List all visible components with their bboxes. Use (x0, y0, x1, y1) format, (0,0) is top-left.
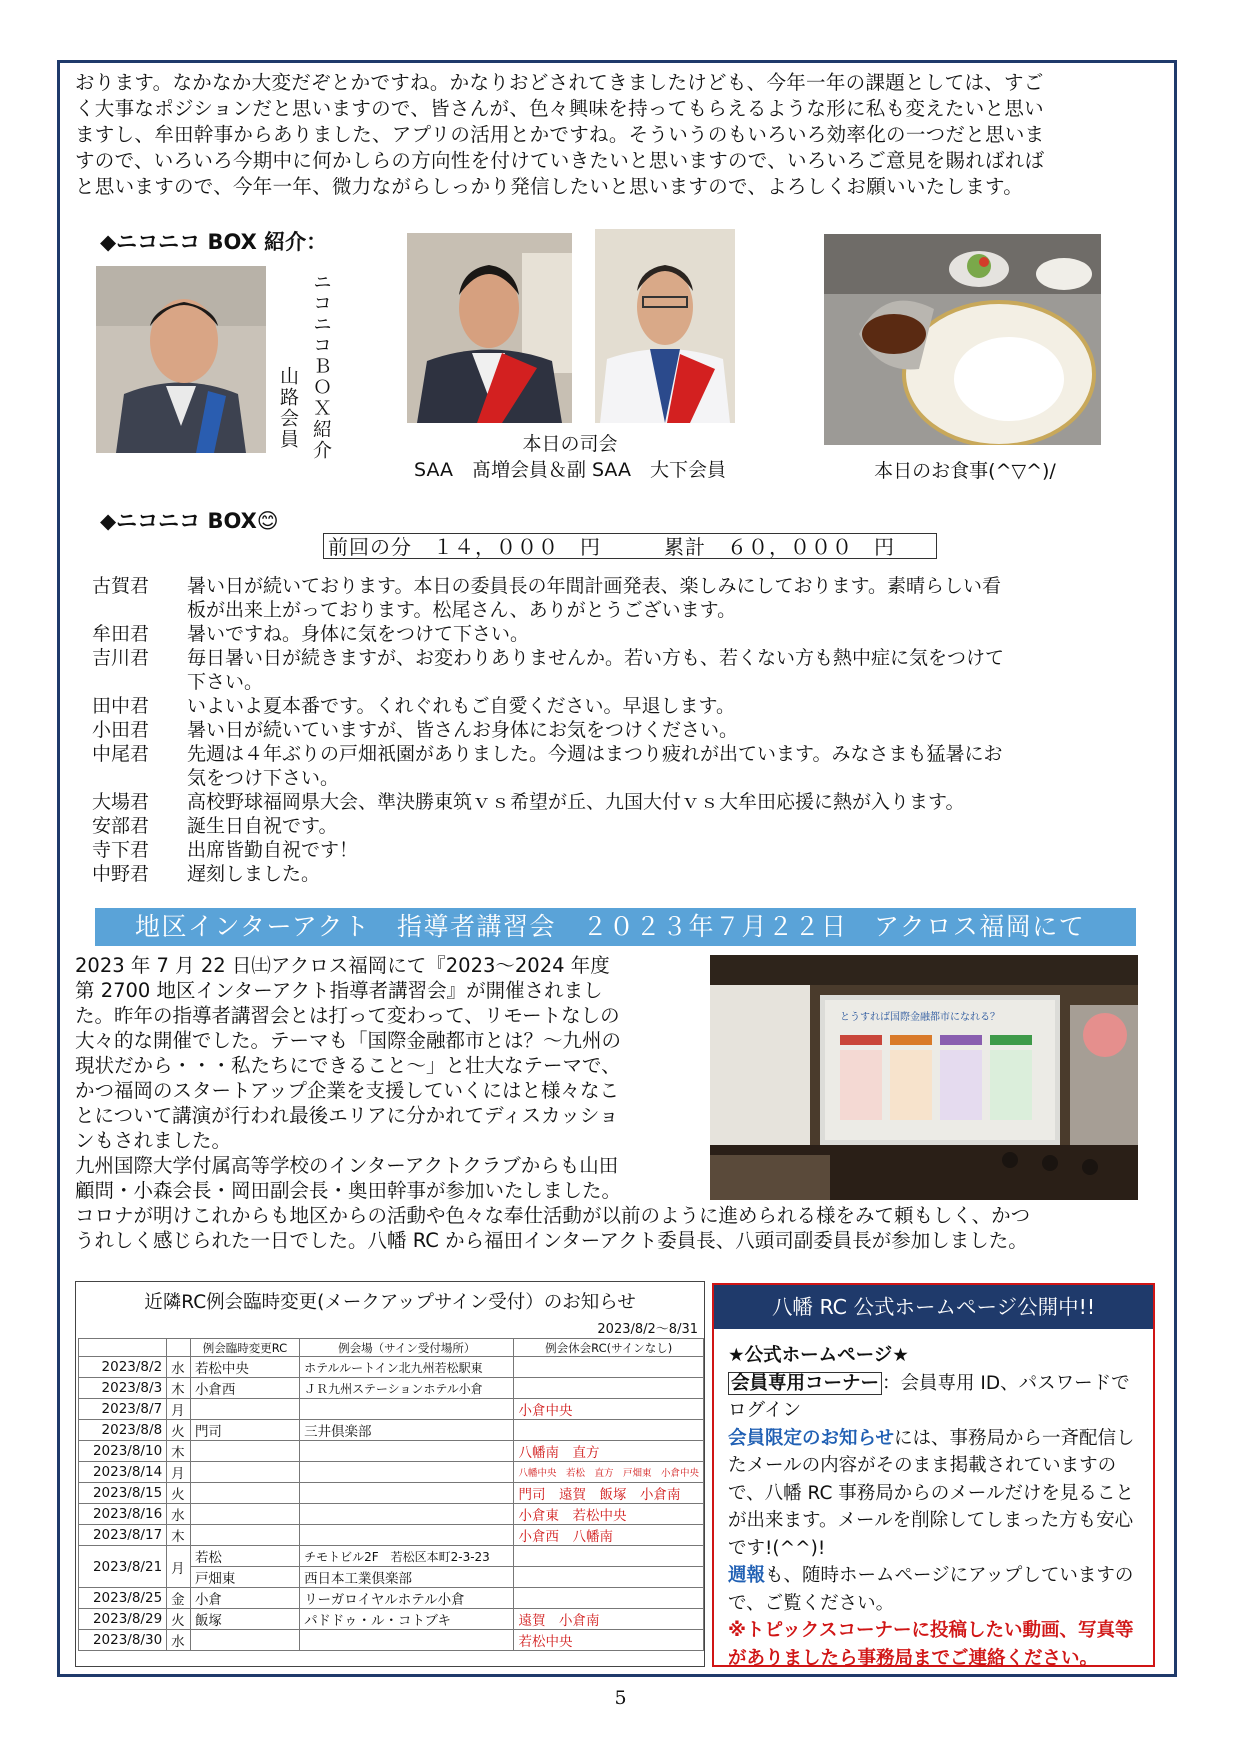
niko-intro-heading: ◆ニコニコ BOX 紹介： (100, 230, 328, 254)
weekly-report-link[interactable]: 週報 (728, 1565, 766, 1586)
table-row: 2023/8/14 月 八幡中央 若松 直方 戸畑東 小倉中央 (79, 1462, 704, 1483)
table-row: 2023/8/10 木 八幡南 直方 (79, 1441, 704, 1462)
interact-paragraph: 2023 年 7 月 22 日㈯アクロス福岡にて『2023～2024 年度 第 2700 地区インターアクト指導者講習会』が開催されまし た。昨年の指導者講習会とは打って変わって、リモートなしの 大々的な開催でした。テーマも「国際金融都市とは？～九州の 現状だから・・・私たちにできること～」と壮大なテーマで、 かつ福岡のスタートアップ企業を支援していくにはと様々なこ とについて講演が行われ最後エリアに分かれてディスカッショ ンもされました。 九州国際大学付属高等学校のインターアクトクラブからも山田 顧問・小森会長・岡田副会長・奥田幹事が参加いたしました。 (75, 954, 622, 1202)
list-item: 大場君 高校野球福岡県大会、準決勝東筑ｖｓ希望が丘、九国大付ｖｓ大牟田応援に熱が入ります。 (92, 791, 965, 813)
niko-box-heading: ◆ニコニコ BOX😊 (100, 509, 279, 533)
table-row: 2023/8/3 木 小倉西 ＪＲ九州ステーションホテル小倉 (79, 1378, 704, 1399)
topics-notice: ※トピックスコーナーに投稿したい動画、写真等 (728, 1620, 1134, 1641)
column-header: 例会場（サイン受付場所） (300, 1339, 514, 1357)
interact-banner: 地区インターアクト 指導者講習会 ２０２３年７月２２日 アクロス福岡にて (95, 908, 1136, 946)
niko-box-vertical-label: ニコニコＢＯＸ紹介 (310, 272, 332, 461)
intro-line: おります。なかなか大変だぞとかですね。かなりおどされてきましたけども、今年一年の課題としては、すご (75, 71, 1044, 94)
schedule-change-title: 近隣RC例会臨時変更(メークアップサイン受付）のお知らせ (144, 1292, 636, 1313)
list-item: 牟田君 暑いですね。身体に気をつけて下さい。 (92, 623, 530, 645)
mc-photo-oshita (595, 229, 735, 423)
seminar-photo (710, 955, 1138, 1200)
table-row: 2023/8/7 月 小倉中央 (79, 1399, 704, 1420)
list-item: 田中君 いよいよ夏本番です。くれぐれもご自愛ください。早退します。 (92, 695, 735, 717)
mc-caption-line1: 本日の司会 (522, 433, 618, 455)
list-item: 小田君 暑い日が続いていますが、皆さんお身体にお気をつけください。 (92, 719, 739, 741)
table-row: 2023/8/16 水 小倉東 若松中央 (79, 1504, 704, 1525)
intro-line: く大事なポジションだと思いますので、皆さんが、色々興味を持ってもらえるような形に私も変えたいと思い (75, 97, 1044, 120)
table-row: 2023/8/21 月 若松 チモトビル2F 若松区本町2-3-23 (79, 1546, 704, 1567)
list-item: 中尾君 先週は４年ぶりの戸畑祇園がありました。今週はまつり疲れが出ています。みなさまも猛暑にお 気をつけ下さい。 (92, 743, 1003, 789)
schedule-change-table (78, 1338, 704, 1651)
screen-title: とうすれば国際金融都市になれる？ (840, 1012, 1000, 1023)
mc-caption (400, 431, 740, 483)
niko-box-totals: 前回の分 １４，０００ 円 累計 ６０，０００ 円 (323, 533, 937, 559)
table-row: 2023/8/8 火 門司 三井倶楽部 (79, 1420, 704, 1441)
homepage-subtitle: ★公式ホームページ★ (728, 1345, 909, 1366)
column-header: 例会臨時変更RC (190, 1339, 299, 1357)
list-item: 吉川君 毎日暑い日が続きますが、お変わりありませんか。若い方も、若くない方も熱中症に気をつけて 下さい。 (92, 647, 1005, 693)
meal-photo (824, 234, 1101, 445)
mc-caption-line2: SAA 髙増会員＆副 SAA 大下会員 (414, 459, 726, 481)
niko-box-list (92, 574, 1152, 886)
homepage-notice (712, 1283, 1155, 1667)
table-row: 戸畑東 西日本工業倶楽部 (79, 1567, 704, 1588)
intro-line: すので、いろいろ今期中に何かしらの方向性を付けていきたいと思いますので、いろいろご意見を賜ればれば (75, 149, 1045, 172)
homepage-body: ★公式ホームページ★ 会員専用コーナー ：会員専用 ID、パスワードで ログイン 会員限定のお知らせには、事務局から一斉配信し たメールの内容がそのまま掲載されていますの で、八幡 RC 事務局からのメールだけを見ること が出来ます。メールを削除してしまった方も安心 です!(^^)! 週報も、随時ホームページにアップしていますの で、ご覧ください。 ※トピックスコーナーに投稿したい動画、写真等 がありましたら事務局までご連絡ください。 (728, 1342, 1146, 1672)
table-row: 2023/8/15 火 門司 遠賀 飯塚 小倉南 (79, 1483, 704, 1504)
yamaji-vertical-label: 山路会員 (277, 366, 299, 450)
table-header-row (79, 1339, 704, 1357)
table-row: 2023/8/2 水 若松中央 ホテルルートイン北九州若松駅東 (79, 1357, 704, 1378)
members-corner-link[interactable]: 会員専用コーナー (728, 1372, 882, 1395)
table-row: 2023/8/25 金 小倉 リーガロイヤルホテル小倉 (79, 1588, 704, 1609)
mc-photo-takamasu (407, 233, 572, 423)
speaker-photo (96, 266, 266, 453)
column-header: 例会休会RC(サインなし) (514, 1339, 704, 1357)
intro-line: と思いますので、今年一年、微力ながらしっかり発信したいと思いますので、よろしくお願いいたします。 (75, 175, 1024, 198)
schedule-change-range: 2023/8/2～8/31 (597, 1322, 698, 1337)
list-item: 中野君 遅刻しました。 (92, 863, 321, 885)
meal-caption: 本日のお食事(^▽^)/ (874, 460, 1056, 482)
table-row: 2023/8/30 水 若松中央 (79, 1630, 704, 1651)
interact-paragraph-full: コロナが明けこれからも地区からの活動や色々な奉仕活動が以前のように進められる様をみて頼もしく、かつ うれしく感じられた一日でした。八幡 RC から福田インターアクト委員長、八頭司副委員長が参加しました。 (75, 1204, 1031, 1252)
list-item: 寺下君 出席皆勤自祝です！ (92, 839, 359, 861)
homepage-header: 八幡 RC 公式ホームページ公開中!! (714, 1285, 1153, 1329)
intro-paragraph (75, 70, 1165, 200)
page-number: 5 (614, 1687, 627, 1709)
list-item: 古賀君 暑い日が続いております。本日の委員長の年間計画発表、楽しみにしております。素晴らしい看 板が出来上がっております。松尾さん、ありがとうございます。 (92, 575, 1001, 621)
members-notice-link[interactable]: 会員限定のお知らせ (728, 1427, 894, 1449)
table-row: 2023/8/29 火 飯塚 パドドゥ・ル・コトブキ 遠賀 小倉南 (79, 1609, 704, 1630)
schedule-change-notice (75, 1281, 705, 1667)
intro-line: ますし、牟田幹事からありました、アプリの活用とかですね。そういうのもいろいろ効率化の一つだと思いま (75, 123, 1045, 146)
table-row: 2023/8/17 木 小倉西 八幡南 (79, 1525, 704, 1546)
list-item: 安部君 誕生日自祝です。 (92, 815, 338, 837)
